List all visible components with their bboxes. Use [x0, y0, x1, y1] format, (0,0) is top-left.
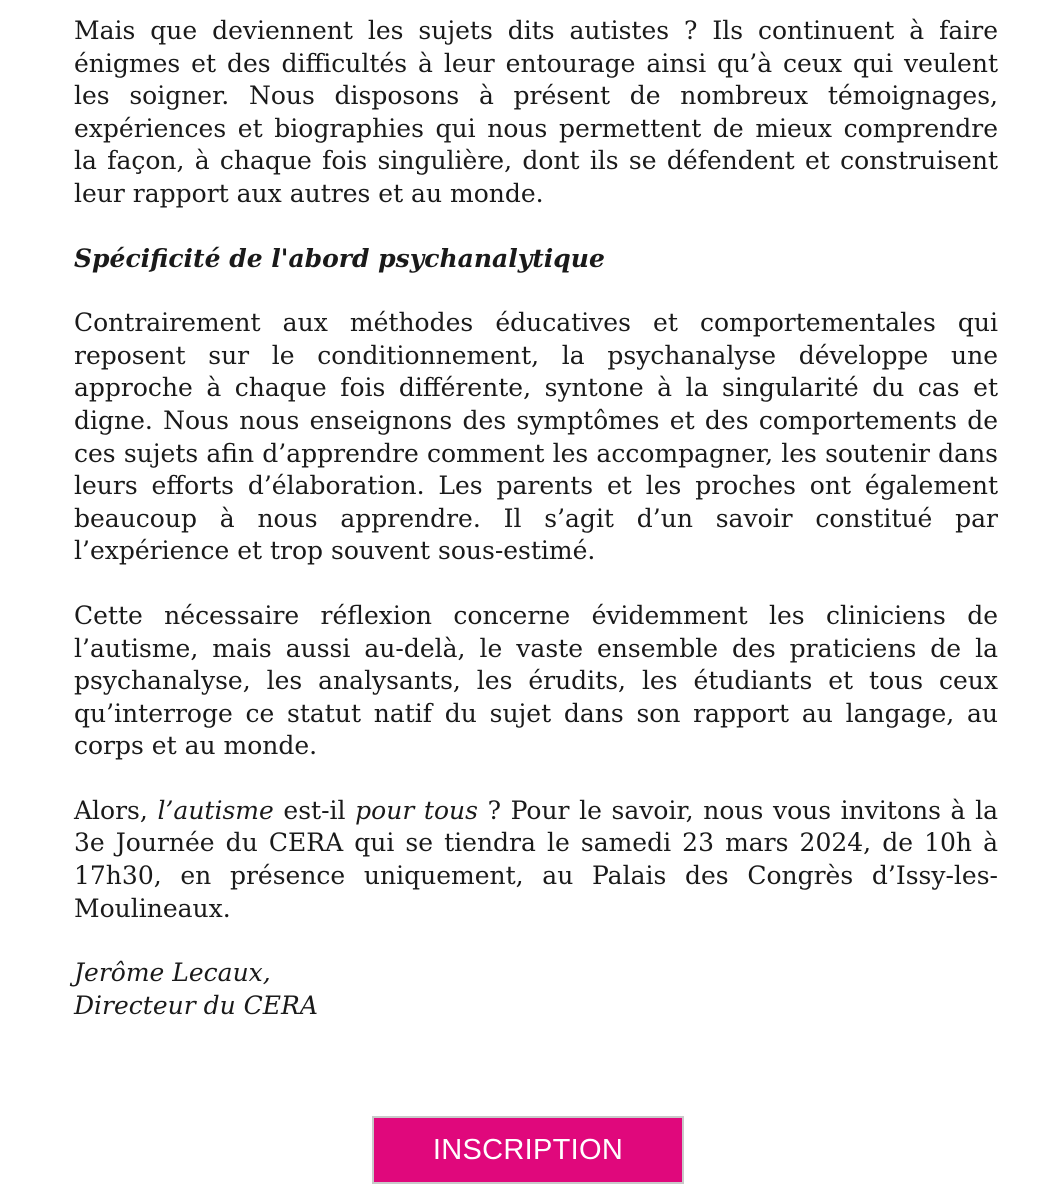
- cta-container: [372, 1116, 684, 1184]
- invitation-text-1: Alors,: [74, 795, 158, 825]
- paragraph-intro: Mais que deviennent les sujets dits autistes ? Ils continuent à faire énigmes et des difficultés à leur entourage ainsi qu’à ceux qui veulent les soigner. Nous disposons à présent de nombreux témoignages, expériences et biographies qui nous permettent de mieux comprendre la façon, à chaque fois singulière, dont ils se défendent et construisent leur rapport aux autres et au monde.: [74, 16, 998, 208]
- inscription-button[interactable]: INSCRIPTION: [372, 1116, 684, 1184]
- section-heading: Spécificité de l'abord psychanalytique: [74, 243, 605, 273]
- signature-title: Directeur du CERA: [74, 990, 318, 1020]
- paragraph-reflection: Cette nécessaire réflexion concerne évidemment les cliniciens de l’autisme, mais aussi au-delà, le vaste ensemble des praticiens de la psychanalyse, les analysants, les érudits, les étudiants et tous ceux qu’interroge ce statut natif du sujet dans son rapport au langage, au corps et au monde.: [74, 600, 998, 761]
- signature: [74, 957, 998, 1022]
- article-body: [74, 15, 998, 1022]
- invitation-emphasis-pour-tous: pour tous: [355, 795, 478, 825]
- invitation-emphasis-autisme: l’autisme: [157, 795, 274, 825]
- invitation-text-2: est-il: [273, 795, 356, 825]
- paragraph-approach: Contrairement aux méthodes éducatives et comportementales qui reposent sur le conditionnement, la psychanalyse développe une approche à chaque fois différente, syntone à la singularité du cas et digne. Nous nous enseignons des symptômes et des comportements de ces sujets afin d’apprendre comment les accompagner, les soutenir dans leurs efforts d’élaboration. Les parents et les proches ont également beaucoup à nous apprendre. Il s’agit d’un savoir constitué par l’expérience et trop souvent sous-estimé.: [74, 308, 998, 566]
- paragraph-invitation: [74, 795, 998, 925]
- signature-name: Jerôme Lecaux,: [74, 958, 271, 988]
- invitation-text-3: ? Pour le savoir, nous vous invitons à la 3e Journée du CERA qui se tiendra le samedi 23 mars 2024, de 10h à 17h30, en présence uniquement, au Palais des Congrès d’Issy-les-Moulineaux.: [74, 795, 998, 923]
